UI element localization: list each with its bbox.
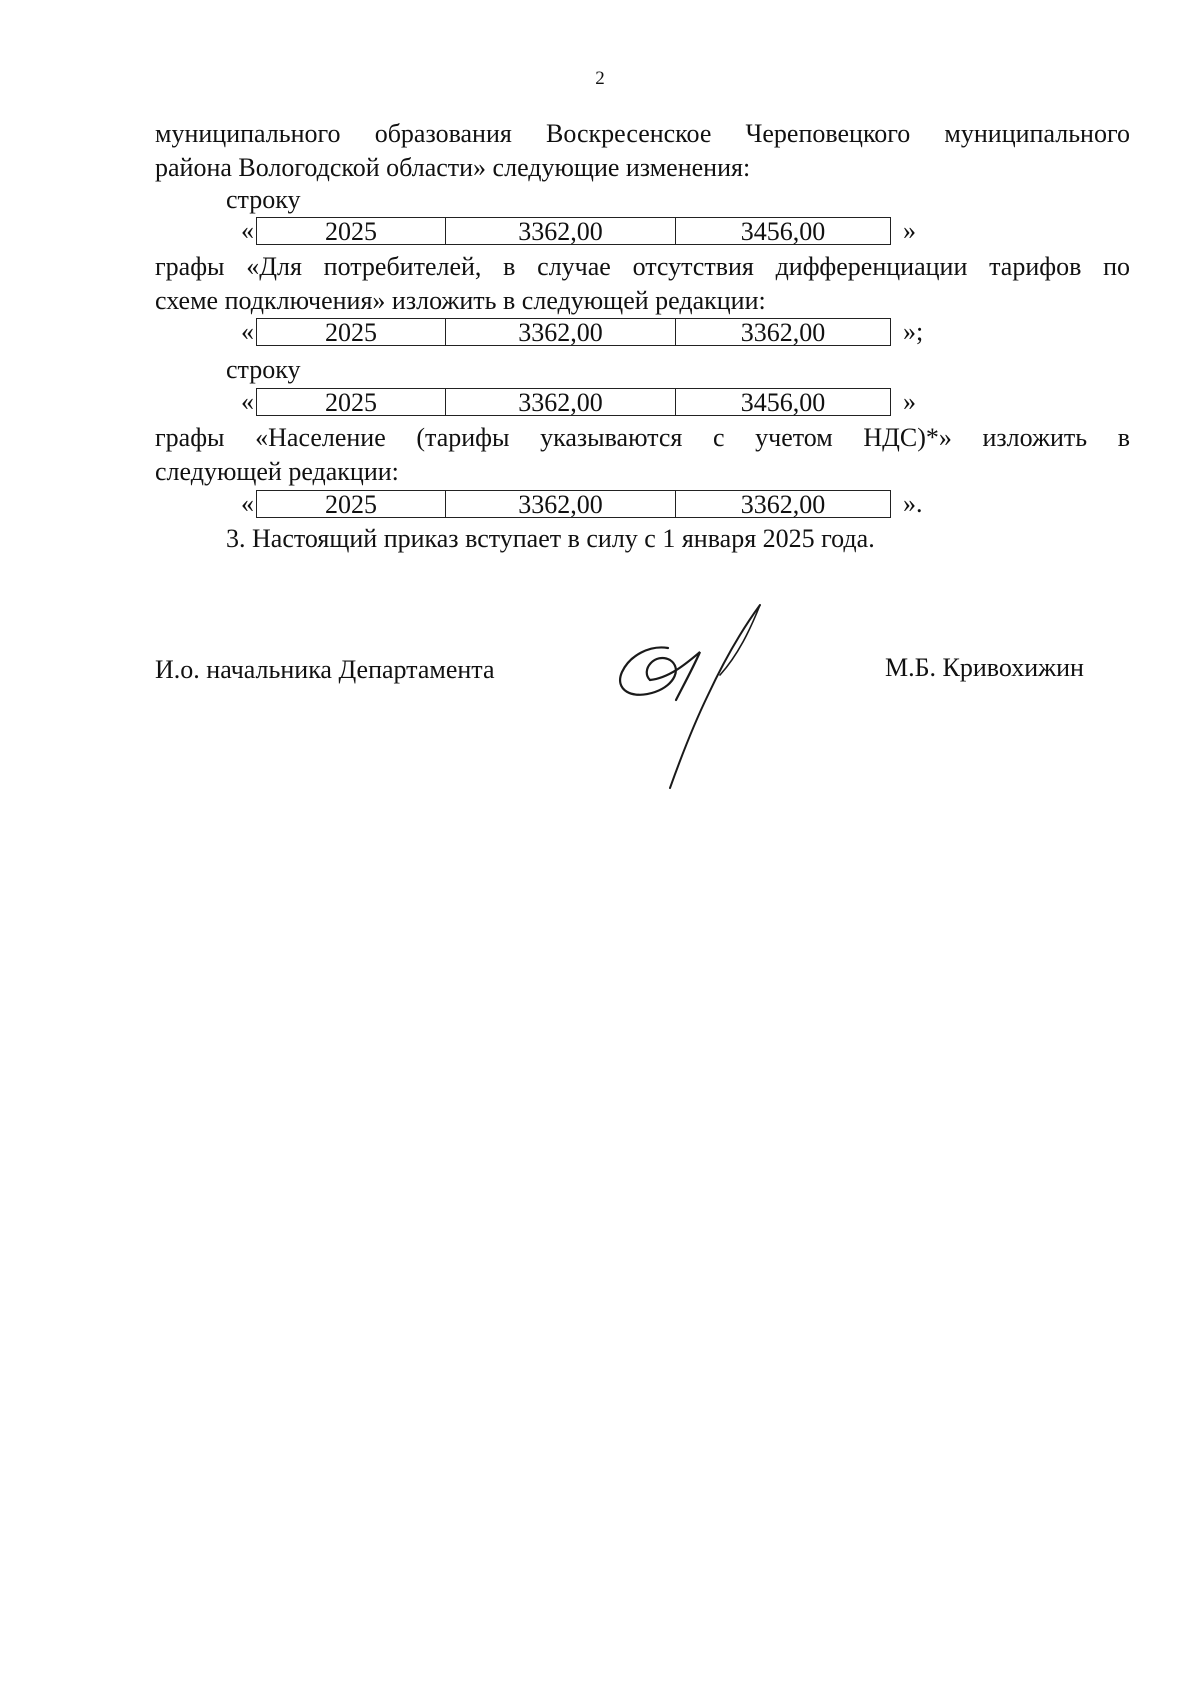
quote-open: «: [241, 489, 254, 518]
cell-value-2: 3456,00: [676, 388, 891, 416]
graph-line-2: следующей редакции:: [155, 457, 399, 486]
cell-value-1: 3362,00: [446, 388, 676, 416]
quote-open: «: [241, 387, 254, 416]
cell-year: 2025: [256, 490, 446, 518]
row-cells: [256, 388, 891, 416]
cell-year: 2025: [256, 388, 446, 416]
cell-value-2: 3362,00: [676, 318, 891, 346]
cell-value-2: 3362,00: [676, 490, 891, 518]
quote-close: »;: [903, 317, 924, 346]
lead-word-stroku: строку: [226, 355, 301, 384]
graph-line-1: графы «Для потребителей, в случае отсутствия дифференциации тарифов по: [155, 252, 1130, 281]
page-number: 2: [595, 68, 605, 89]
intro-line-2: района Вологодской области» следующие изменения:: [155, 153, 751, 182]
cell-value-1: 3362,00: [446, 217, 676, 245]
item-3-text: 3. Настоящий приказ вступает в силу с 1 января 2025 года.: [226, 524, 875, 553]
cell-year: 2025: [256, 217, 446, 245]
cell-value-1: 3362,00: [446, 490, 676, 518]
cell-year: 2025: [256, 318, 446, 346]
signer-title: И.о. начальника Департамента: [155, 655, 495, 684]
table-row-new: [234, 488, 923, 520]
signer-name: М.Б. Кривохижин: [885, 653, 1084, 682]
table-row-current: [234, 386, 916, 418]
quote-open: «: [241, 317, 254, 346]
table-row-current: [234, 215, 916, 247]
intro-line-1: муниципального образования Воскресенское Череповецкого муниципального: [155, 119, 1130, 148]
lead-word-stroku: строку: [226, 185, 301, 214]
quote-close: »: [903, 216, 916, 245]
table-row-new: [234, 316, 923, 348]
quote-close: »: [903, 387, 916, 416]
cell-value-1: 3362,00: [446, 318, 676, 346]
quote-close: ».: [903, 489, 923, 518]
row-cells: [256, 217, 891, 245]
row-cells: [256, 318, 891, 346]
graph-line-1: графы «Население (тарифы указываются с учетом НДС)*» изложить в: [155, 423, 1130, 452]
row-cells: [256, 490, 891, 518]
handwritten-signature: [610, 600, 780, 790]
graph-line-2: схеме подключения» изложить в следующей редакции:: [155, 286, 766, 315]
quote-open: «: [241, 216, 254, 245]
cell-value-2: 3456,00: [676, 217, 891, 245]
